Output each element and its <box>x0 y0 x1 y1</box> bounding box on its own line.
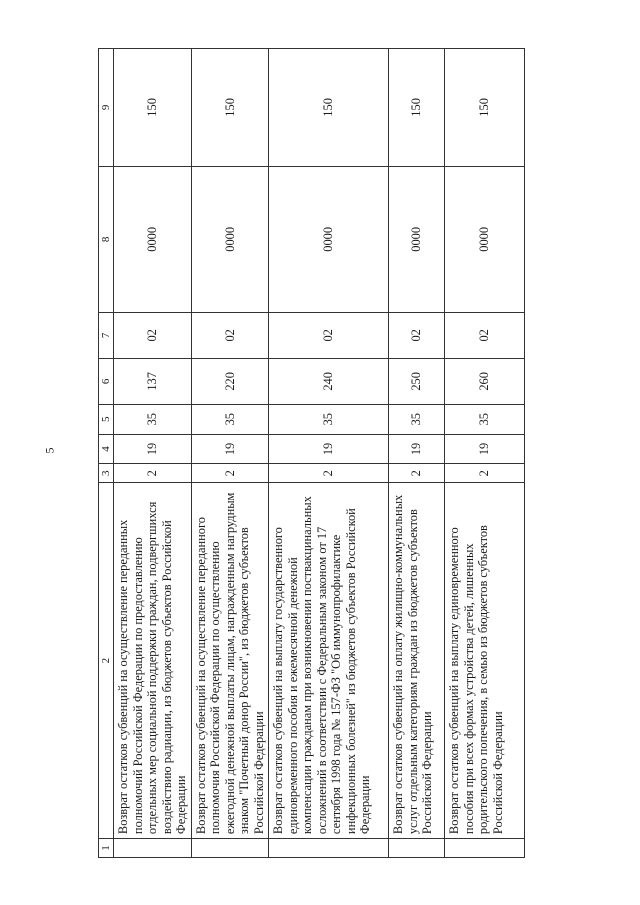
cell-col8: 0000 <box>389 166 445 312</box>
cell-col1 <box>269 839 389 858</box>
cell-col1 <box>445 839 525 858</box>
cell-col4: 19 <box>191 434 269 464</box>
column-number-row <box>99 49 114 858</box>
cell-col6: 260 <box>445 358 525 404</box>
cell-col5: 35 <box>191 404 269 434</box>
row-description: Возврат остатков субвенций на оплату жилищно-коммунальных услуг отдельным категориям граждан из бюджетов субъектов Российской Федерации <box>389 483 445 839</box>
cell-col9: 150 <box>269 49 389 167</box>
cell-col4: 19 <box>269 434 389 464</box>
cell-col5: 35 <box>269 404 389 434</box>
col-number-9: 9 <box>99 49 114 167</box>
cell-col8: 0000 <box>269 166 389 312</box>
cell-col9: 150 <box>445 49 525 167</box>
cell-col6: 137 <box>114 358 192 404</box>
cell-col3: 2 <box>445 464 525 483</box>
table-row <box>191 49 269 858</box>
col-number-2: 2 <box>99 483 114 839</box>
cell-col9: 150 <box>389 49 445 167</box>
row-description: Возврат остатков субвенций на выплату единовременного пособия при всех формах устройства детей, лишенных родительского попечения, в семью из бюджетов субъектов Российской Федерации <box>445 483 525 839</box>
cell-col3: 2 <box>389 464 445 483</box>
cell-col3: 2 <box>114 464 192 483</box>
col-number-4: 4 <box>99 434 114 464</box>
row-description: Возврат остатков субвенций на выплату государственного единовременного пособия и ежемесячной денежной компенсации гражданам при возникновении поствакцинальных осложнений в соответствии с Федеральным законом от 17 сентября 1998 года № 157-ФЗ "Об иммунопрофилактике инфекционных болезней" из бюджетов субъектов Российской Федерации <box>269 483 389 839</box>
row-description: Возврат остатков субвенций на осуществление переданного полномочия Российской Федерации по осуществлению ежегодной денежной выплаты лицам, награжденным нагрудным знаком "Почетный донор России", из бюджетов субъектов Российской Федерации <box>191 483 269 839</box>
col-number-8: 8 <box>99 166 114 312</box>
table-row <box>114 49 192 858</box>
cell-col1 <box>191 839 269 858</box>
cell-col8: 0000 <box>114 166 192 312</box>
budget-code-table <box>98 48 525 858</box>
cell-col4: 19 <box>445 434 525 464</box>
table-row <box>389 49 445 858</box>
col-number-7: 7 <box>99 312 114 358</box>
cell-col5: 35 <box>445 404 525 434</box>
col-number-1: 1 <box>99 839 114 858</box>
col-number-6: 6 <box>99 358 114 404</box>
page-number: 5 <box>42 447 57 454</box>
cell-col3: 2 <box>191 464 269 483</box>
cell-col5: 35 <box>114 404 192 434</box>
cell-col7: 02 <box>389 312 445 358</box>
cell-col9: 150 <box>191 49 269 167</box>
rotated-table-container <box>98 48 504 858</box>
col-number-5: 5 <box>99 404 114 434</box>
cell-col5: 35 <box>389 404 445 434</box>
cell-col4: 19 <box>389 434 445 464</box>
table-row <box>269 49 389 858</box>
cell-col7: 02 <box>191 312 269 358</box>
cell-col7: 02 <box>445 312 525 358</box>
cell-col1 <box>389 839 445 858</box>
cell-col3: 2 <box>269 464 389 483</box>
cell-col4: 19 <box>114 434 192 464</box>
cell-col8: 0000 <box>445 166 525 312</box>
cell-col7: 02 <box>269 312 389 358</box>
cell-col9: 150 <box>114 49 192 167</box>
row-description: Возврат остатков субвенций на осуществление переданных полномочий Российской Федерации по предоставлению отдельных мер социальной поддержки граждан, подвергшихся воздействию радиации, из бюджетов субъектов Российской Федерации <box>114 483 192 839</box>
cell-col6: 220 <box>191 358 269 404</box>
cell-col6: 250 <box>389 358 445 404</box>
cell-col6: 240 <box>269 358 389 404</box>
cell-col1 <box>114 839 192 858</box>
col-number-3: 3 <box>99 464 114 483</box>
cell-col8: 0000 <box>191 166 269 312</box>
table-row <box>445 49 525 858</box>
cell-col7: 02 <box>114 312 192 358</box>
